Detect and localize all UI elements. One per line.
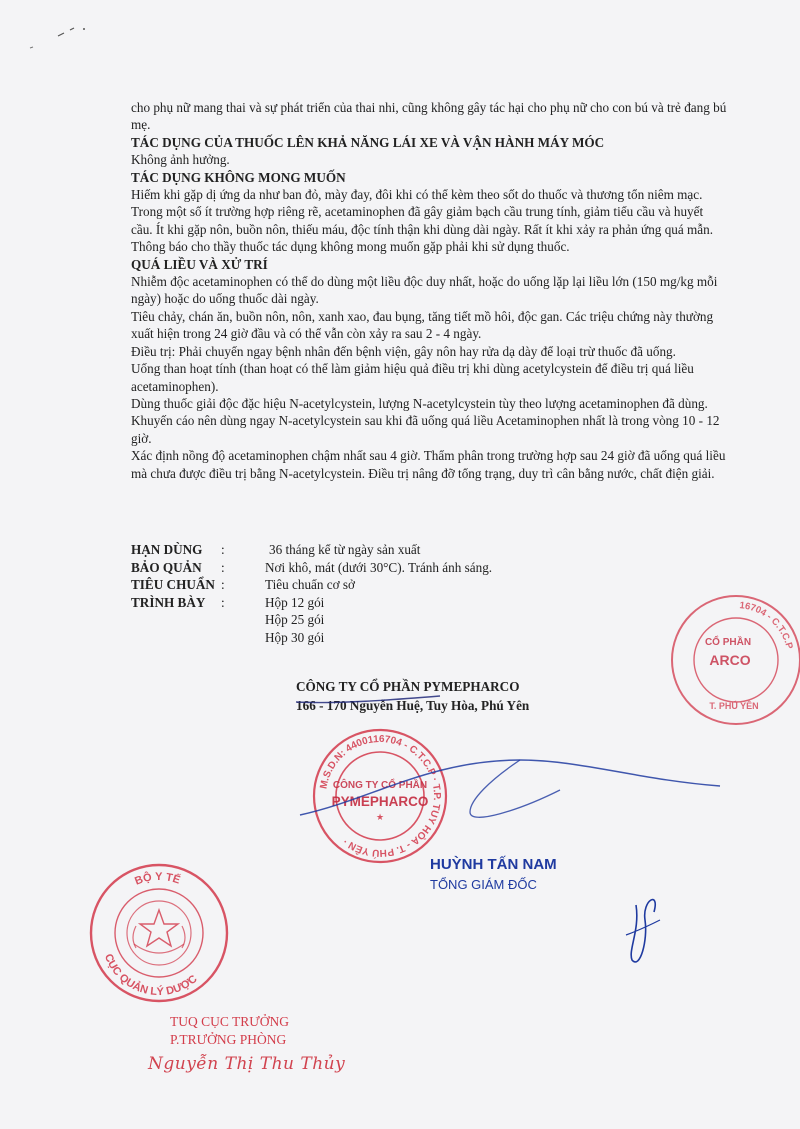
side-effects-paragraph-2: Trong một số ít trường hợp riêng rẽ, acetaminophen đã gây giảm bạch cầu trung tính, giảm tiểu cầu và huyết cầu. Ít khi gặp nôn, buồn nôn, thiếu máu, độc tính thận khi dùng dài ngày. Rất ít khi xảy ra phản ứng quá mẫn. xyxy=(131,204,714,237)
company-stamp-center: PYMEPHARCO xyxy=(331,794,429,809)
spec-colon: : xyxy=(221,542,225,557)
approver-block xyxy=(148,1013,346,1074)
standard-label: TIÊU CHUẨN xyxy=(131,577,215,593)
signer-title: TỔNG GIÁM ĐỐC xyxy=(430,877,537,892)
packaging-value-3: Hộp 30 gói xyxy=(265,629,325,645)
spec-colon: : xyxy=(221,559,225,575)
packaging-value-2: Hộp 25 gói xyxy=(265,612,325,628)
overdose-paragraph-1: Nhiễm độc acetaminophen có thể do dùng một liều độc duy nhất, hoặc do uống lặp lại liều lớn (150 mg/kg mỗi ngày) hoặc do uống thuốc dài ngày. xyxy=(131,274,718,307)
driving-heading: TÁC DỤNG CỦA THUỐC LÊN KHẢ NĂNG LÁI XE VÀ VẬN HÀNH MÁY MÓC xyxy=(131,134,605,150)
approver-line-2: P.TRƯỞNG PHÒNG xyxy=(170,1032,287,1047)
approver-line-1: TUQ CỤC TRƯỞNG xyxy=(170,1014,289,1029)
signer-name: HUỲNH TẤN NAM xyxy=(430,856,557,873)
standard-value: Tiêu chuẩn cơ sở xyxy=(265,577,356,593)
side-effects-paragraph-3: Thông báo cho thầy thuốc tác dụng không mong muốn gặp phải khi sử dụng thuốc. xyxy=(131,239,570,255)
approver-name: Nguyễn Thị Thu Thủy xyxy=(148,1054,346,1074)
spec-colon: : xyxy=(221,577,225,593)
shelf-life-label: HẠN DÙNG xyxy=(131,542,203,557)
right-stamp-bottom: T. PHÚ YÊN xyxy=(709,701,759,711)
overdose-heading: QUÁ LIỀU VÀ XỬ TRÍ xyxy=(131,256,268,272)
overdose-paragraph-6: Khuyến cáo nên dùng ngay N-acetylcystein sau khi đã uống quá liều Acetaminophen nhất là trong vòng 10 - 12 giờ. xyxy=(131,413,720,446)
ministry-stamp-top: BỘ Y TẾ xyxy=(133,870,182,888)
storage-label: BẢO QUẢN xyxy=(131,559,202,575)
storage-value: Nơi khô, mát (dưới 30°C). Tránh ánh sáng. xyxy=(265,559,493,575)
packaging-label: TRÌNH BÀY xyxy=(131,594,206,610)
company-stamp-ring-text: M.S.D.N: 4400116704 - C.T.C.P · T.P. TUY HÒA - T. PHÚ YÊN · xyxy=(318,733,443,859)
spec-colon: : xyxy=(221,594,225,610)
right-stamp-ring-text: 16704 - C.T.C.P xyxy=(738,600,795,651)
company-address: 166 - 170 Nguyễn Huệ, Tuy Hòa, Phú Yên xyxy=(296,698,530,713)
packaging-value-1: Hộp 12 gói xyxy=(265,594,325,610)
side-effects-paragraph-1: Hiếm khi gặp dị ứng da như ban đỏ, mày đay, đôi khi có thể kèm theo sốt do thuốc và thương tổn niêm mạc. xyxy=(131,187,703,203)
company-stamp-top: CÔNG TY CỔ PHẦN xyxy=(332,780,428,791)
shelf-life-value: 36 tháng kể từ ngày sản xuất xyxy=(269,542,421,557)
signer-block xyxy=(430,855,557,895)
driving-paragraph: Không ảnh hưởng. xyxy=(131,152,230,168)
right-stamp-mid: CỔ PHẦN xyxy=(704,637,752,648)
side-effects-heading: TÁC DỤNG KHÔNG MONG MUỐN xyxy=(131,169,346,185)
ministry-stamp-bottom: CỤC QUẢN LÝ DƯỢC xyxy=(101,952,200,999)
pregnancy-paragraph: cho phụ nữ mang thai và sự phát triển của thai nhi, cũng không gây tác hại cho phụ nữ cho con bú và trẻ đang bú mẹ. xyxy=(131,100,727,133)
company-name: CÔNG TY CỔ PHẦN PYMEPHARCO xyxy=(296,679,520,694)
overdose-paragraph-2: Tiêu chảy, chán ăn, buồn nôn, nôn, xanh xao, đau bụng, tăng tiết mồ hôi, độc gan. Các triệu chứng này thường xuất hiện trong 24 giờ đầu và có thể vẫn còn xảy ra sau 2 - 4 ngày. xyxy=(131,308,714,342)
overdose-paragraph-7: Xác định nồng độ acetaminophen chậm nhất sau 4 giờ. Thẩm phân trong trường hợp sau 24 giờ đã uống quá liều mà chưa được điều trị bằng N-acetylcystein. Điều trị nâng đỡ tổng trạng, duy trì cân bằng nước, chất điện giải. xyxy=(131,448,726,481)
overdose-paragraph-4: Uống than hoạt tính (than hoạt có thể làm giảm hiệu quả điều trị khi dùng acetylcystein để điều trị quá liều acetaminophen). xyxy=(131,361,694,394)
svg-text:★: ★ xyxy=(375,812,385,822)
overdose-paragraph-3: Điều trị: Phải chuyển ngay bệnh nhân đến bệnh viện, gây nôn hay rửa dạ dày để loại trừ thuốc đã uống. xyxy=(131,343,676,359)
right-stamp-center: ARCO xyxy=(709,652,751,668)
overdose-paragraph-5: Dùng thuốc giải độc đặc hiệu N-acetylcystein, lượng N-acetylcystein tùy theo lượng acetaminophen đã dùng. xyxy=(131,395,708,411)
